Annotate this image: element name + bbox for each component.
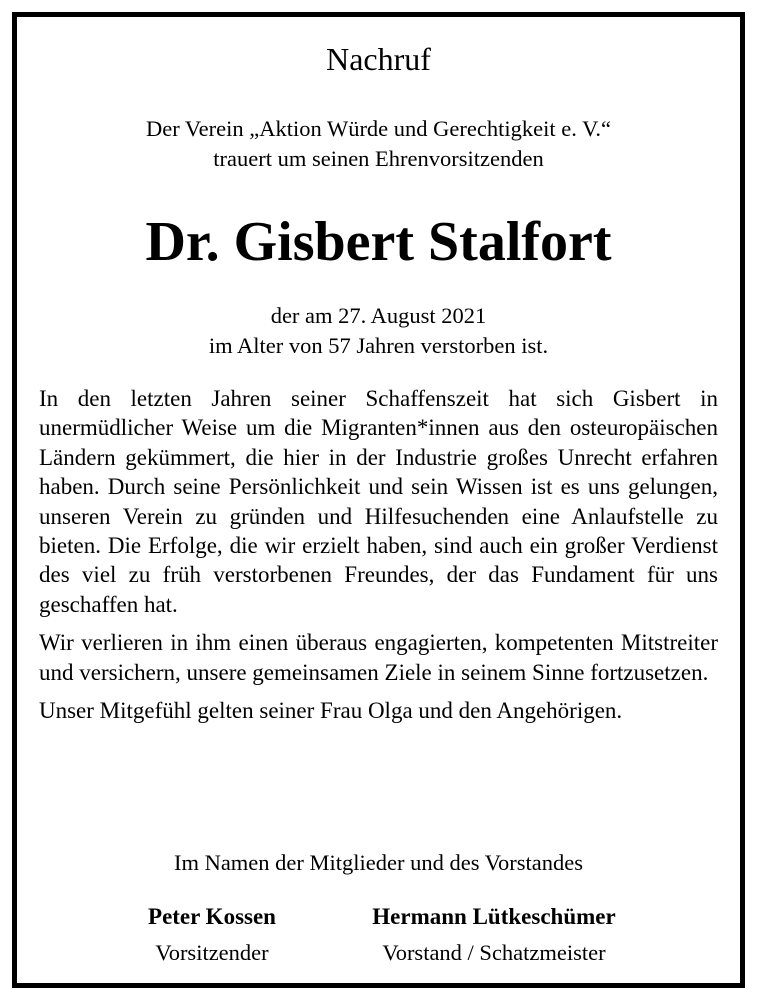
signatory-role: Vorstand / Schatzmeister: [382, 940, 606, 965]
signatory-1: [117, 902, 307, 968]
intro-text: [17, 114, 740, 174]
signatory-role: Vorsitzender: [155, 940, 269, 965]
signatory-2: [329, 902, 659, 968]
signatory-name: Hermann Lütkeschümer: [372, 904, 616, 929]
body-paragraph-2: Wir verlieren in ihm einen überaus engagierten, kompetenten Mitstreiter und versichern, unsere gemeinsamen Ziele in seinem Sinne fortzusetzen.: [39, 630, 718, 685]
intro-line-1: Der Verein „Aktion Würde und Gerechtigkeit e. V.“: [145, 116, 612, 141]
death-notice: [17, 301, 740, 361]
signatory-name: Peter Kossen: [148, 904, 276, 929]
body-paragraph-3: Unser Mitgefühl gelten seiner Frau Olga und den Angehörigen.: [39, 698, 623, 724]
deceased-name: Dr. Gisbert Stalfort: [145, 211, 612, 273]
death-date-line: der am 27. August 2021: [270, 303, 487, 328]
death-age-line: im Alter von 57 Jahren verstorben ist.: [208, 333, 549, 358]
obituary-heading: Nachruf: [326, 41, 431, 77]
body-paragraph-1: In den letzten Jahren seiner Schaffenszeit hat sich Gisbert in unermüdlicher Weise um die Migranten*innen aus den osteuropäischen Ländern gekümmert, die hier in der Industrie großes Unrecht erfahren haben. Durch seine Persönlichkeit und sein Wissen ist es uns gelungen, unseren Verein zu gründen und Hilfesuchenden eine Anlaufstelle zu bieten. Die Erfolge, die wir erzielt haben, sind auch ein großer Verdienst des viel zu früh verstorbenen Freundes, der das Fundament für uns geschaffen hat.: [39, 386, 718, 617]
obituary-frame: [12, 12, 745, 988]
on-behalf-line: Im Namen der Mitglieder und des Vorstandes: [173, 850, 584, 875]
intro-line-2: trauert um seinen Ehrenvorsitzenden: [213, 146, 544, 171]
obituary-body: [39, 384, 718, 734]
